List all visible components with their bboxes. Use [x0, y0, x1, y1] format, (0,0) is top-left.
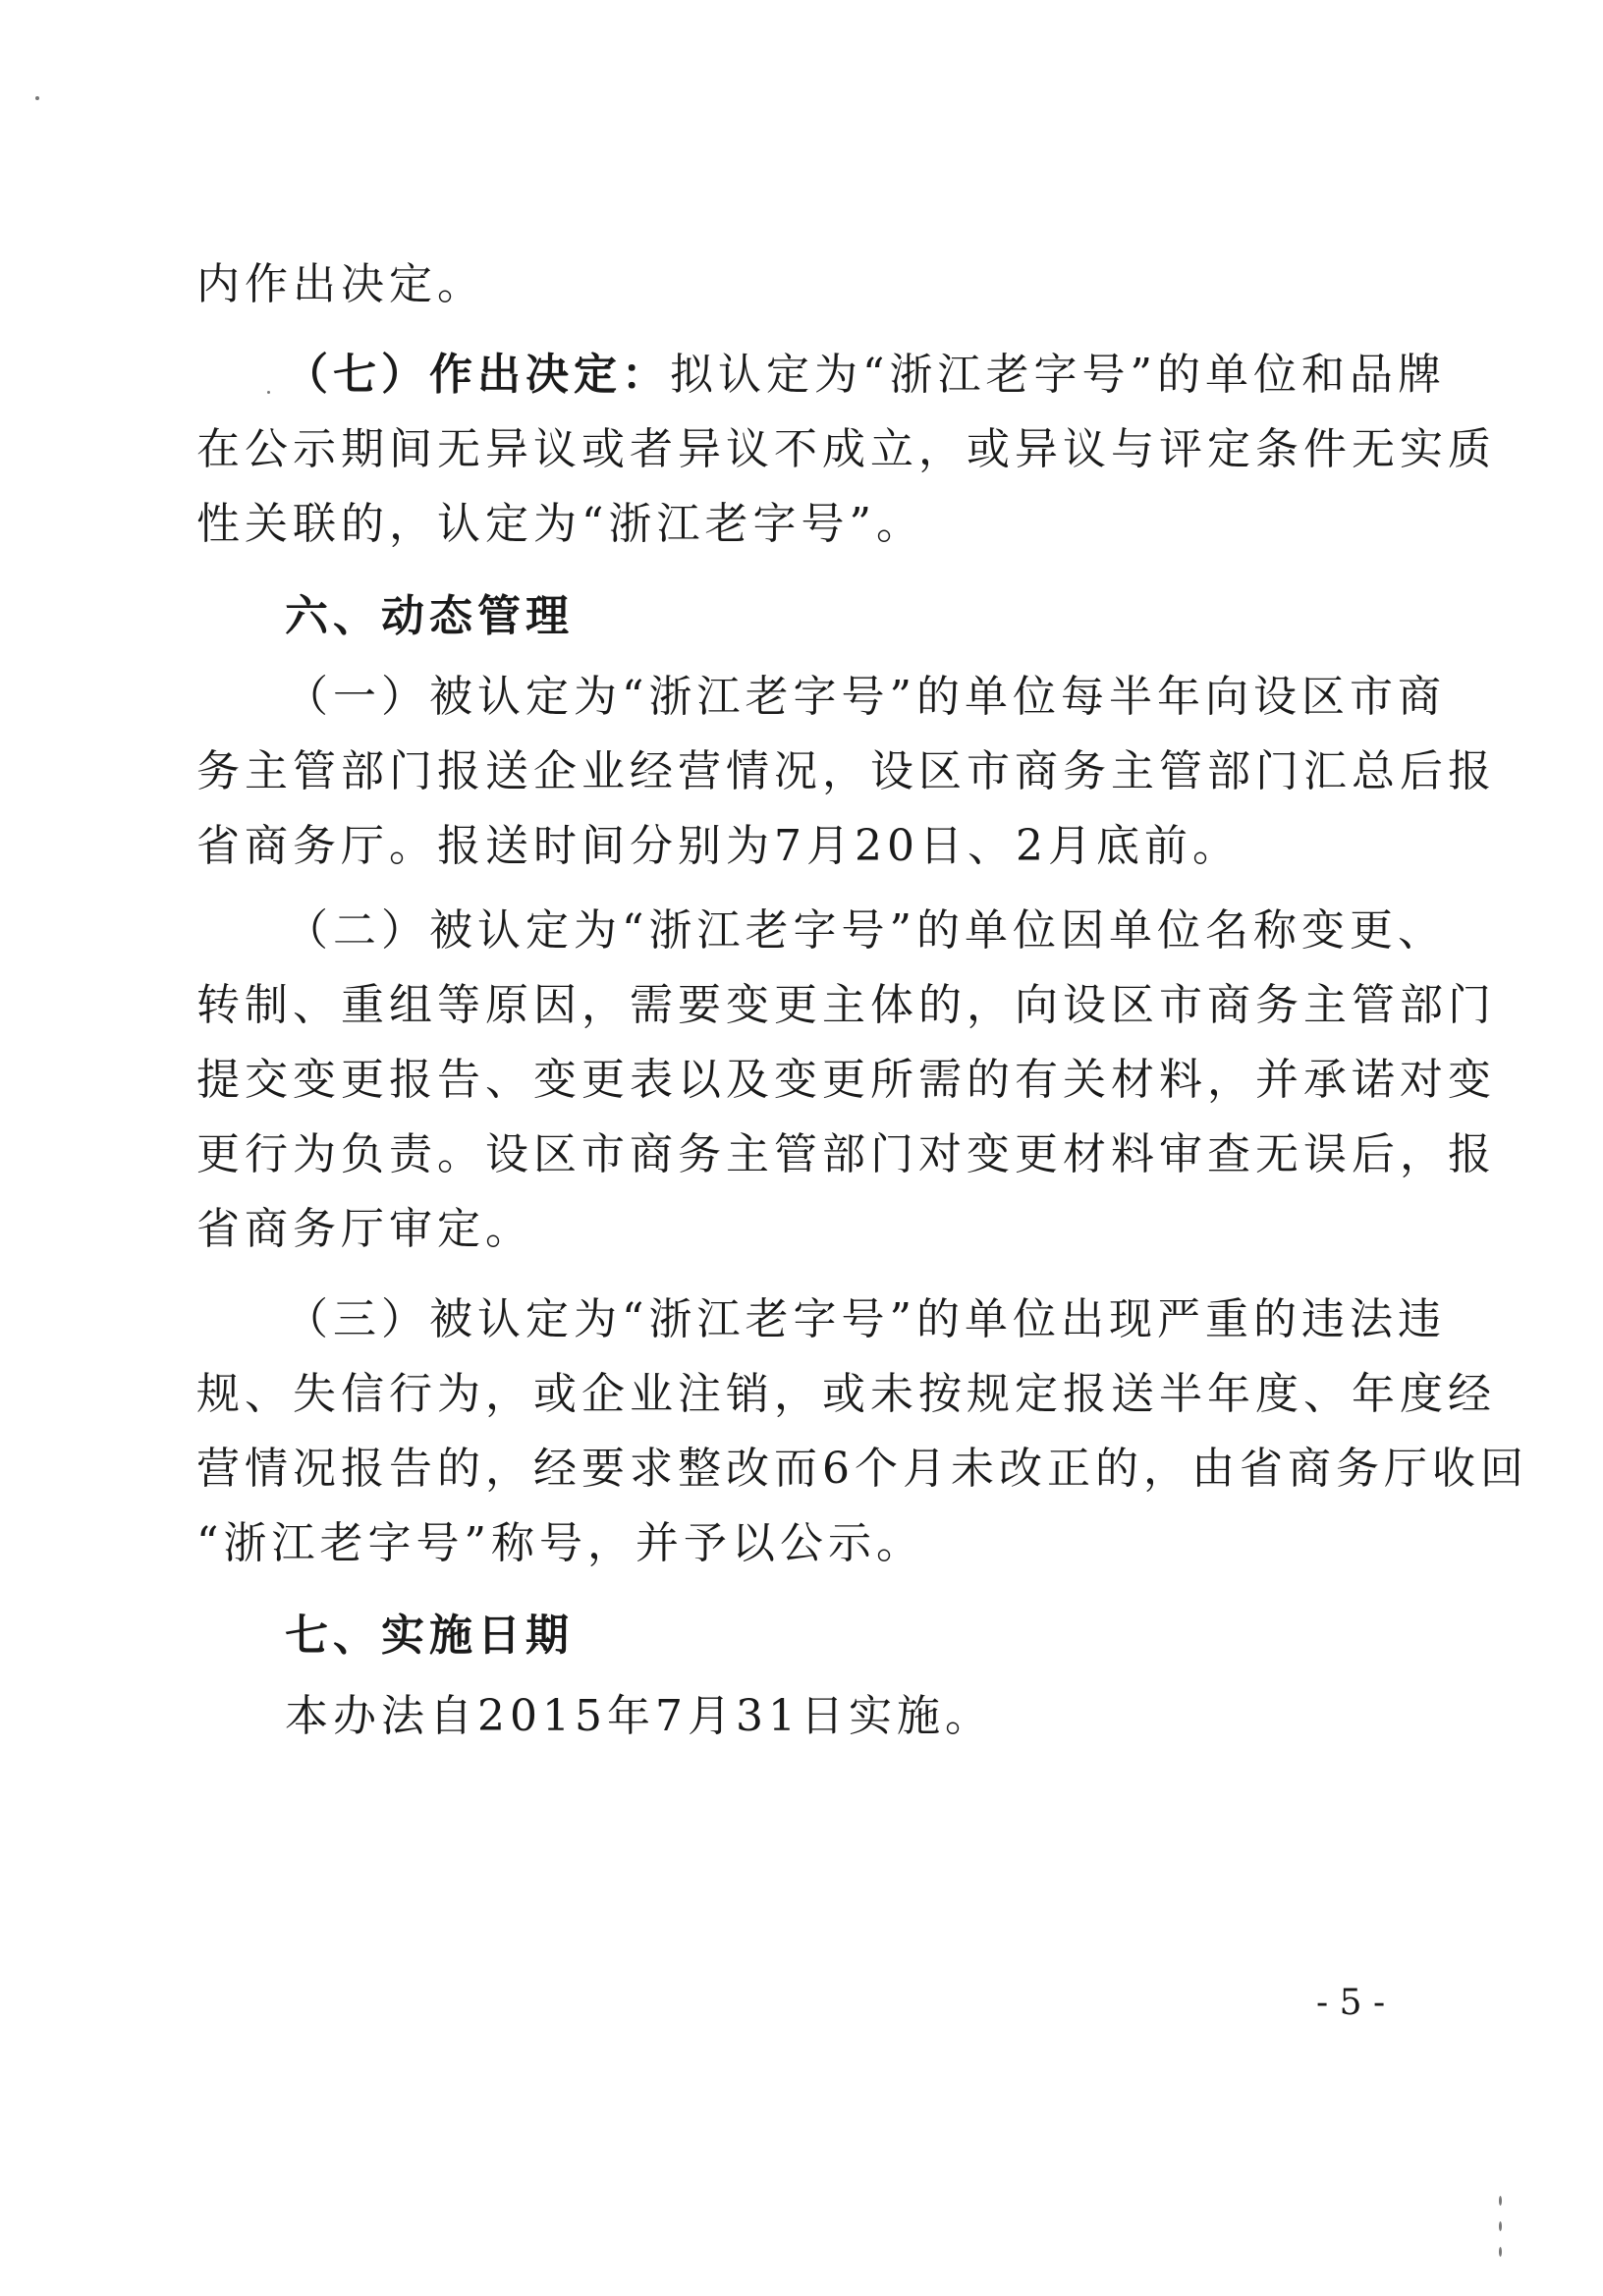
paragraph-line: 营情况报告的，经要求整改而6个月未改正的，由省商务厅收回 — [196, 1444, 1528, 1494]
clause-heading: （七）作出决定： — [285, 350, 670, 400]
paragraph-line: 本办法自2015年7月31日实施。 — [285, 1691, 993, 1741]
scan-speck — [1499, 2221, 1502, 2231]
section-heading: 七、实施日期 — [285, 1611, 574, 1661]
scan-speck — [1499, 2247, 1502, 2257]
paragraph-line: 内作出决定。 — [196, 259, 485, 309]
section-heading: 六、动态管理 — [285, 591, 574, 641]
paragraph-line: （三）被认定为“浙江老字号”的单位出现严重的违法违 — [285, 1294, 1446, 1344]
paragraph-line: “浙江老字号”称号，并予以公示。 — [196, 1518, 924, 1568]
scan-speck — [267, 391, 270, 394]
paragraph-line: 务主管部门报送企业经营情况，设区市商务主管部门汇总后报 — [196, 746, 1496, 796]
paragraph-line: （一）被认定为“浙江老字号”的单位每半年向设区市商 — [285, 672, 1446, 722]
paragraph-line: 转制、重组等原因，需要变更主体的，向设区市商务主管部门 — [196, 980, 1496, 1030]
clause-text: 拟认定为“浙江老字号”的单位和品牌 — [670, 350, 1446, 400]
paragraph-line: 更行为负责。设区市商务主管部门对变更材料审查无误后，报 — [196, 1129, 1496, 1179]
paragraph-line — [285, 346, 1446, 405]
paragraph-line: 在公示期间无异议或者异议不成立，或异议与评定条件无实质 — [196, 424, 1496, 474]
paragraph-line: 性关联的，认定为“浙江老字号”。 — [196, 499, 924, 549]
scan-speck — [35, 96, 39, 100]
paragraph-line: 提交变更报告、变更表以及变更所需的有关材料，并承诺对变 — [196, 1055, 1496, 1105]
scan-speck — [1499, 2196, 1502, 2206]
paragraph-line: 省商务厅审定。 — [196, 1204, 533, 1254]
page-number: - 5 - — [1316, 1983, 1386, 2023]
paragraph-line: 规、失信行为，或企业注销，或未按规定报送半年度、年度经 — [196, 1369, 1496, 1419]
paragraph-line: 省商务厅。报送时间分别为7月20日、2月底前。 — [196, 821, 1241, 871]
paragraph-line: （二）被认定为“浙江老字号”的单位因单位名称变更、 — [285, 905, 1446, 956]
